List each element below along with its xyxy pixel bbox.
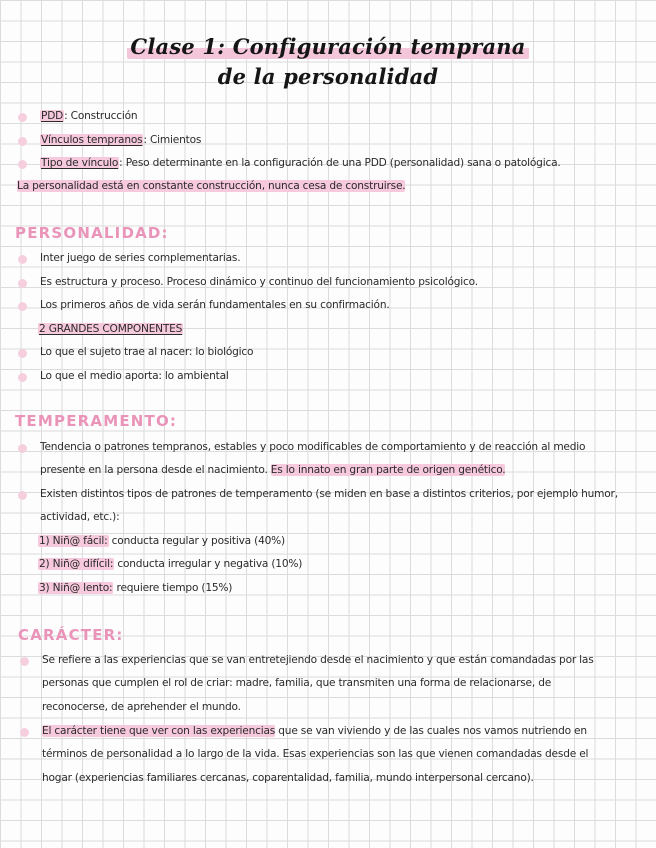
page-title [0, 34, 656, 59]
type-2-text: conducta irregular y negativa (10%) [117, 558, 303, 570]
caracter-item-1-line-1: Se refiere a las experiencias que se van entretejiendo desde el nacimiento y que están comandadas por las [42, 654, 594, 666]
temperament-type-2 [38, 558, 302, 570]
caracter-item-2-rest: que se van viviendo y de las cuales nos vamos nutriendo en [278, 725, 587, 737]
temperamento-item-1-line-2 [40, 464, 505, 476]
list-item: Inter juego de series complementarias. [40, 252, 241, 264]
intro-tipo: Tipo de vínculo: Peso determinante en la configuración de una PDD (personalidad) sana o patológica. [41, 157, 561, 169]
intro-note-text: La personalidad está en constante construcción, nunca cesa de construirse. [17, 180, 406, 192]
components-label-text: 2 GRANDES COMPONENTES [39, 323, 183, 335]
pdd-text: Construcción [70, 110, 138, 122]
intro-note [17, 180, 405, 192]
type-3-text: requiere tiempo (15%) [116, 582, 233, 594]
page-subtitle [0, 64, 656, 89]
title-line-2: de la personalidad [217, 64, 439, 89]
title-line-1: Clase 1: Configuración temprana [127, 34, 528, 59]
vinculos-text: Cimientos [149, 134, 202, 146]
type-3-label: 3) Niñ@ lento: [39, 582, 113, 594]
tipo-label: Tipo de vínculo [41, 157, 119, 169]
temperamento-item-2-line-2: actividad, etc.): [40, 511, 120, 523]
caracter-item-2-line-1 [42, 725, 587, 737]
list-item: Los primeros años de vida serán fundamentales en su confirmación. [40, 299, 390, 311]
type-1-text: conducta regular y positiva (40%) [111, 535, 285, 547]
temperamento-item-1-plain: presente en la persona desde el nacimiento. [40, 464, 268, 476]
list-item: Es estructura y proceso. Proceso dinámico y continuo del funcionamiento psicológico. [40, 276, 478, 288]
caracter-item-2-line-2: términos de personalidad a lo largo de la vida. Esas experiencias son las que vienen comandadas desde el [42, 748, 589, 760]
list-item: Lo que el medio aporta: lo ambiental [40, 370, 229, 382]
caracter-item-1-line-3: reconocerse, de aprehender el mundo. [42, 701, 241, 713]
intro-vinculos: Vínculos tempranos: Cimientos [41, 134, 202, 146]
caracter-item-1-line-2: personas que cumplen el rol de criar: madre, familia, que transmiten una forma de relacionarse, de [42, 677, 552, 689]
list-item: Lo que el sujeto trae al nacer: lo biológico [40, 346, 254, 358]
caracter-item-2-line-3: hogar (experiencias familiares cercanas, coparentalidad, familia, mundo interpersonal cercano). [42, 772, 534, 784]
caracter-item-2-highlight: El carácter tiene que ver con las experiencias [42, 725, 276, 737]
section-personalidad-heading: PERSONALIDAD: [15, 224, 169, 242]
temperamento-item-1-highlight: Es lo innato en gran parte de origen genético. [270, 464, 506, 476]
vinculos-label: Vínculos tempranos [41, 134, 143, 146]
temperamento-item-1-line-1: Tendencia o patrones tempranos, estables y poco modificables de comportamiento y de reacción al medio [40, 441, 586, 453]
tipo-text: Peso determinante en la configuración de una PDD (personalidad) sana o patológica. [125, 157, 561, 169]
intro-pdd: PDD: Construcción [41, 110, 138, 122]
temperamento-item-2-line-1: Existen distintos tipos de patrones de temperamento (se miden en base a distintos criterios, por ejemplo humor, [40, 488, 618, 500]
pdd-label: PDD [41, 110, 64, 122]
type-1-label: 1) Niñ@ fácil: [39, 535, 108, 547]
section-caracter-heading: CARÁCTER: [18, 626, 124, 644]
temperament-type-1 [38, 535, 285, 547]
section-temperamento-heading: TEMPERAMENTO: [15, 412, 178, 430]
type-2-label: 2) Niñ@ difícil: [39, 558, 114, 570]
temperament-type-3 [38, 582, 232, 594]
components-label [38, 323, 183, 335]
